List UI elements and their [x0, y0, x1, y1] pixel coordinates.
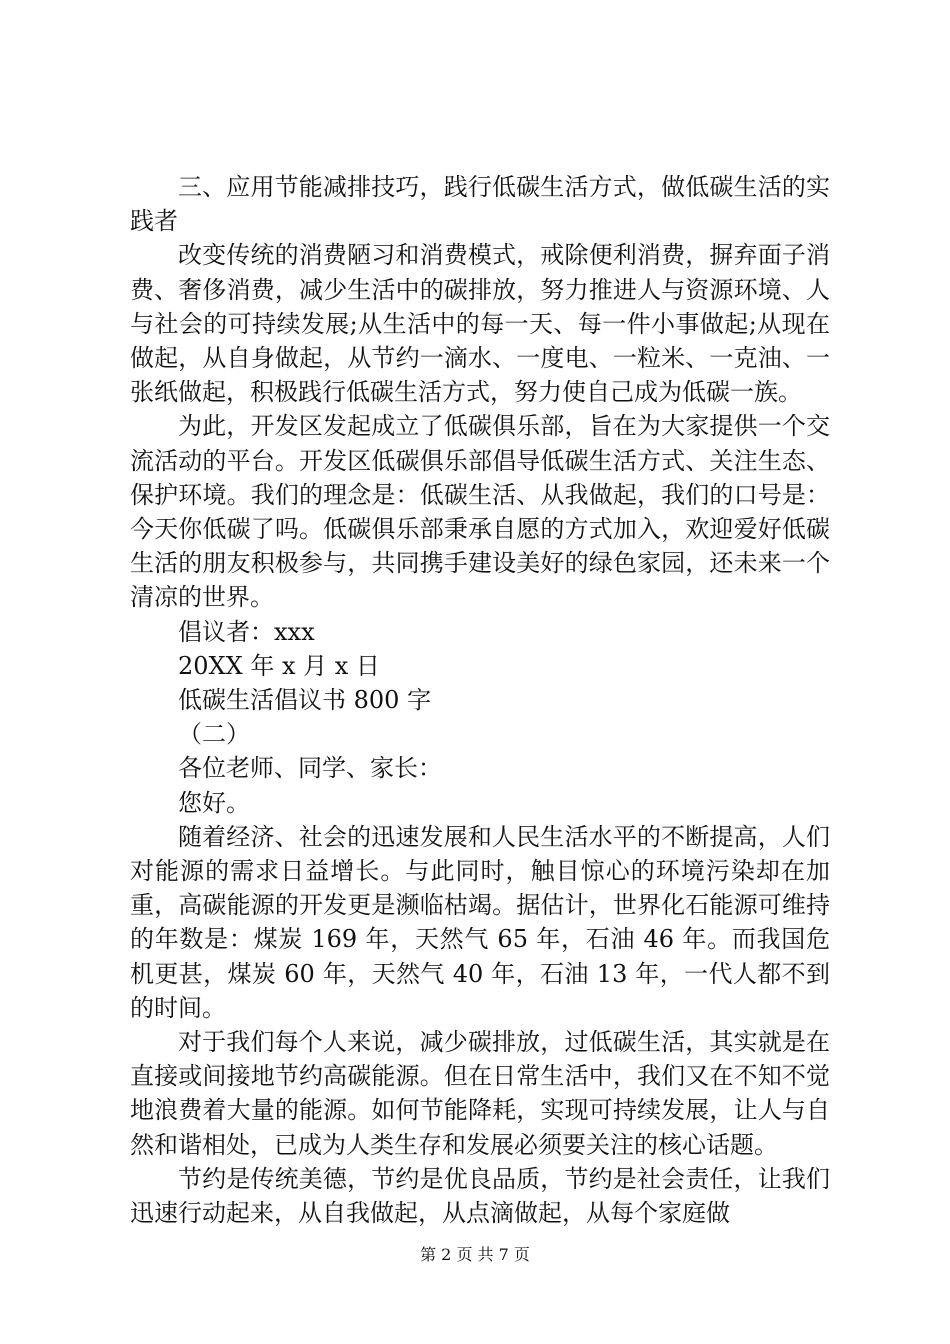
paragraph-saving-virtue: 节约是传统美德，节约是优良品质，节约是社会责任，让我们迅速行动起来，从自我做起，从点滴做起，从每个家庭做	[130, 1164, 830, 1228]
greeting-line: 您好。	[178, 788, 250, 817]
paragraph-low-carbon-club: 为此，开发区发起成立了低碳俱乐部，旨在为大家提供一个交流活动的平台。开发区低碳俱乐部倡导低碳生活方式、关注生态、保护环境。我们的理念是：低碳生活、从我做起，我们的口号是：今天你低碳了吗。低碳俱乐部秉承自愿的方式加入，欢迎爱好低碳生活的朋友积极参与，共同携手建设美好的绿色家园，还未来一个清凉的世界。	[130, 412, 830, 612]
paragraph-energy-demand: 随着经济、社会的迅速发展和人民生活水平的不断提高，人们对能源的需求日益增长。与此同时，触目惊心的环境污染却在加重，高碳能源的开发更是濒临枯竭。据估计，世界化石能源可维持的年数是：煤炭 169 年，天然气 65 年，石油 46 年。而我国危机更甚，煤炭 60 年，天然气 40 年，石油 13 年，一代人都不到的时间。	[130, 822, 830, 1022]
second-document-title: 低碳生活倡议书 800 字	[178, 686, 432, 715]
document-body	[130, 170, 830, 1230]
paragraph-reduce-emissions: 对于我们每个人来说，减少碳排放，过低碳生活，其实就是在直接或间接地节约高碳能源。但在日常生活中，我们又在不知不觉地浪费着大量的能源。如何节能降耗，实现可持续发展，让人与自然和谐相处，已成为人类生存和发展必须要关注的核心话题。	[130, 1028, 830, 1159]
proposer-line: 倡议者：xxx	[178, 617, 315, 646]
section-heading-three: 三、应用节能减排技巧，践行低碳生活方式，做低碳生活的实践者	[130, 173, 830, 236]
salutation-line: 各位老师、同学、家长：	[178, 754, 442, 783]
page-footer: 第 2 页 共 7 页	[420, 1245, 530, 1264]
paragraph-change-habits: 改变传统的消费陋习和消费模式，戒除便利消费，摒弃面子消费、奢侈消费，减少生活中的碳排放，努力推进人与资源环境、人与社会的可持续发展;从生活中的每一天、每一件小事做起;从现在做起，从自身做起，从节约一滴水、一度电、一粒米、一克油、一张纸做起，积极践行低碳生活方式，努力使自己成为低碳一族。	[130, 241, 830, 407]
date-line: 20XX 年 x 月 x 日	[178, 651, 380, 680]
part-two-label: （二）	[178, 720, 250, 749]
